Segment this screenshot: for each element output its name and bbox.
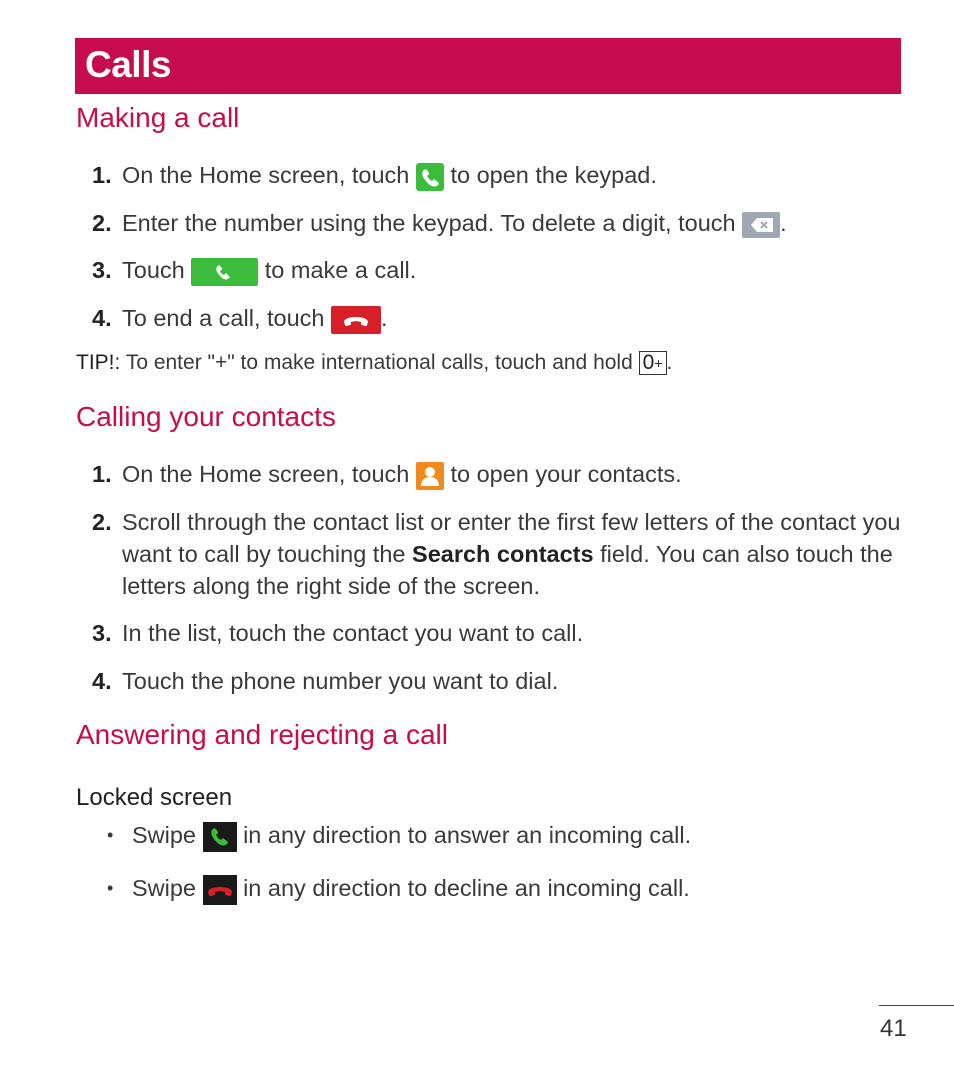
phone-app-icon bbox=[416, 163, 444, 191]
bullet-decline bbox=[107, 872, 690, 905]
tip-text: To enter "+" to make international calls, touch and hold bbox=[125, 351, 633, 374]
step-text: Touch the phone number you want to dial. bbox=[122, 668, 559, 694]
step-number: 3. bbox=[92, 620, 112, 646]
footer-rule bbox=[879, 1005, 954, 1006]
step-number: 3. bbox=[92, 257, 112, 283]
bullet-text: Swipe bbox=[132, 875, 197, 901]
step-text: to open your contacts. bbox=[450, 461, 682, 487]
step-text: to make a call. bbox=[264, 257, 417, 283]
step-text: . bbox=[381, 305, 388, 331]
bullet-text: in any direction to decline an incoming call. bbox=[243, 875, 690, 901]
step-text: field. You can also touch the letters along the right side of the screen. bbox=[122, 541, 893, 599]
contacts-step-2 bbox=[92, 506, 902, 602]
section-heading-calling-contacts: Calling your contacts bbox=[76, 401, 336, 432]
step-body bbox=[122, 506, 902, 602]
making-call-step-2 bbox=[92, 207, 787, 239]
step-number: 2. bbox=[92, 509, 112, 535]
page-title: Calls bbox=[85, 44, 171, 85]
contacts-step-3 bbox=[92, 617, 583, 649]
tip-line bbox=[76, 348, 672, 378]
key-plus: + bbox=[654, 355, 663, 372]
making-call-step-1 bbox=[92, 159, 657, 191]
step-text: In the list, touch the contact you want to call. bbox=[122, 620, 584, 646]
tip-label: TIP!: bbox=[76, 351, 121, 374]
bullet-answer bbox=[107, 819, 691, 852]
step-number: 4. bbox=[92, 668, 112, 694]
answer-swipe-icon bbox=[203, 822, 237, 852]
making-call-step-3 bbox=[92, 254, 416, 286]
decline-swipe-icon bbox=[203, 875, 237, 905]
call-button-icon bbox=[191, 258, 258, 286]
step-text: Touch bbox=[122, 257, 185, 283]
end-call-button-icon bbox=[331, 306, 381, 334]
page-number: 41 bbox=[880, 1015, 907, 1042]
locked-screen-subheading: Locked screen bbox=[76, 784, 233, 811]
title-banner bbox=[75, 38, 901, 94]
tip-end: . bbox=[666, 351, 673, 374]
contacts-step-1 bbox=[92, 458, 682, 490]
step-text: to open the keypad. bbox=[450, 162, 657, 188]
bullet-dot: • bbox=[107, 878, 114, 898]
step-number: 1. bbox=[92, 162, 112, 188]
step-text: On the Home screen, touch bbox=[122, 461, 410, 487]
bullet-text: Swipe bbox=[132, 822, 197, 848]
step-number: 4. bbox=[92, 305, 112, 331]
bullet-dot: • bbox=[107, 825, 114, 845]
step-text: To end a call, touch bbox=[122, 305, 325, 331]
bullet-text: in any direction to answer an incoming call. bbox=[243, 822, 692, 848]
step-number: 1. bbox=[92, 461, 112, 487]
backspace-icon bbox=[742, 212, 780, 238]
contacts-app-icon bbox=[416, 462, 444, 490]
step-text: Scroll through the contact list or enter the first few letters of the contact you want to call by touching the bbox=[122, 509, 901, 567]
step-text: On the Home screen, touch bbox=[122, 162, 410, 188]
step-text: . bbox=[780, 210, 787, 236]
search-contacts-label: Search contacts bbox=[412, 541, 594, 567]
contacts-step-4 bbox=[92, 665, 558, 697]
section-heading-answering: Answering and rejecting a call bbox=[76, 719, 448, 750]
section-heading-making-call: Making a call bbox=[76, 102, 240, 133]
key-digit: 0 bbox=[642, 351, 655, 375]
step-text: Enter the number using the keypad. To delete a digit, touch bbox=[122, 210, 736, 236]
making-call-step-4 bbox=[92, 302, 388, 334]
zero-plus-key-icon bbox=[639, 351, 667, 375]
step-number: 2. bbox=[92, 210, 112, 236]
